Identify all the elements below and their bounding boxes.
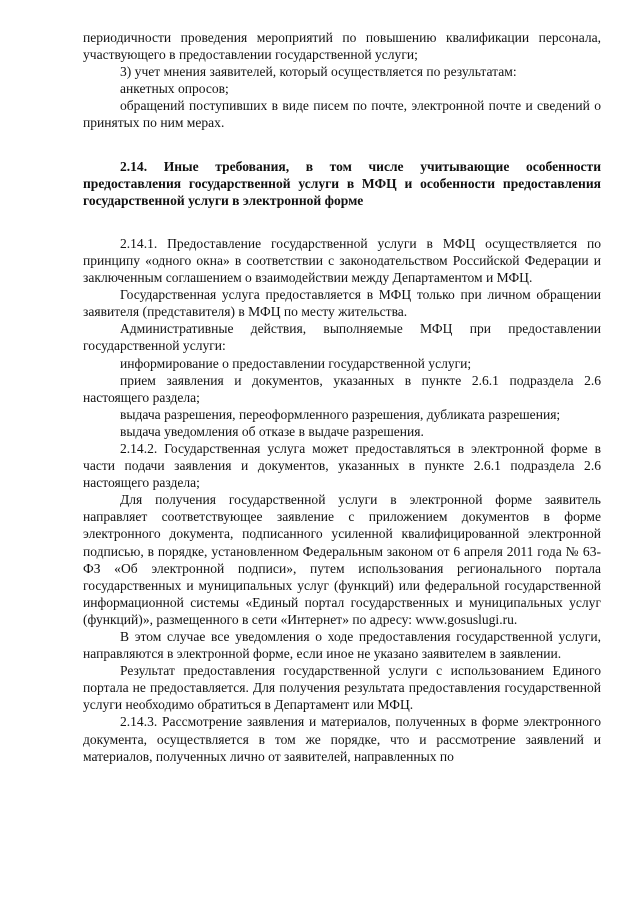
paragraph-electronic-form: Для получения государственной услуги в электронной форме заявитель направляет соответствующее заявление с приложением документов в форме электронного документа, подписанного усиленной квалифицированной электронной подписью, в порядке, установленном Федеральным законом от 6 апреля 2011 года № 63-ФЗ «Об электронной подписи», путем использования регионального портала государственных и муниципальных услуг (функций) или федеральной государственной информационной системы «Единый портал государственных и муниципальных услуг (функций)», размещенного в сети «Интернет» по адресу: www.gosuslugi.ru. [83, 492, 601, 627]
paragraph-informing: информирование о предоставлении государственной услуги; [120, 355, 472, 371]
paragraph-reception: прием заявления и документов, указанных в пункте 2.6.1 подраздела 2.6 настоящего раздела; [83, 372, 601, 405]
document-page [83, 29, 601, 765]
paragraph-notifications: В этом случае все уведомления о ходе предоставления государственной услуги, направляются в электронной форме, если иное не указано заявителем в заявлении. [83, 629, 601, 662]
paragraph-appeals: обращений поступивших в виде писем по почте, электронной почте и сведений о принятых по ним мерах. [83, 98, 601, 131]
paragraph-surveys: анкетных опросов; [120, 81, 229, 97]
paragraph-2-14-1: 2.14.1. Предоставление государственной услуги в МФЦ осуществляется по принципу «одного окна» в соответствии с законодательством Российской Федерации и заключенным соглашением о взаимодействии между Департаментом и МФЦ. [83, 235, 601, 286]
paragraph-mfc-personal: Государственная услуга предоставляется в МФЦ только при личном обращении заявителя (представителя) в МФЦ по месту жительства. [83, 287, 601, 320]
paragraph-2-14-2: 2.14.2. Государственная услуга может предоставляться в электронной форме в части подачи заявления и документов, указанных в пункте 2.6.1 подраздела 2.6 настоящего раздела; [83, 440, 601, 491]
paragraph-2-14-3: 2.14.3. Рассмотрение заявления и материалов, полученных в форме электронного документа, осуществляется в том же порядке, что и рассмотрение заявлений и материалов, полученных лично от заявителей, направленных по [83, 714, 601, 764]
paragraph-continuation: периодичности проведения мероприятий по повышению квалификации персонала, участвующего в предоставлении государственной услуги; [83, 30, 601, 63]
paragraph-mfc-actions: Административные действия, выполняемые МФЦ при предоставлении государственной услуги: [83, 321, 601, 354]
paragraph-refusal-notice: выдача уведомления об отказе в выдаче разрешения. [120, 423, 424, 439]
paragraph-result: Результат предоставления государственной услуги с использованием Единого портала не предоставляется. Для получения результата предоставления государственной услуги необходимо обратиться в Департамент или МФЦ. [83, 663, 601, 713]
paragraph-item-3: 3) учет мнения заявителей, который осуществляется по результатам: [120, 64, 517, 80]
paragraph-issuance: выдача разрешения, переоформленного разрешения, дубликата разрешения; [120, 406, 561, 422]
section-heading-2-14: 2.14. Иные требования, в том числе учитывающие особенности предоставления государственной услуги в МФЦ и особенности предоставления государственной услуги в электронной форме [83, 158, 601, 208]
